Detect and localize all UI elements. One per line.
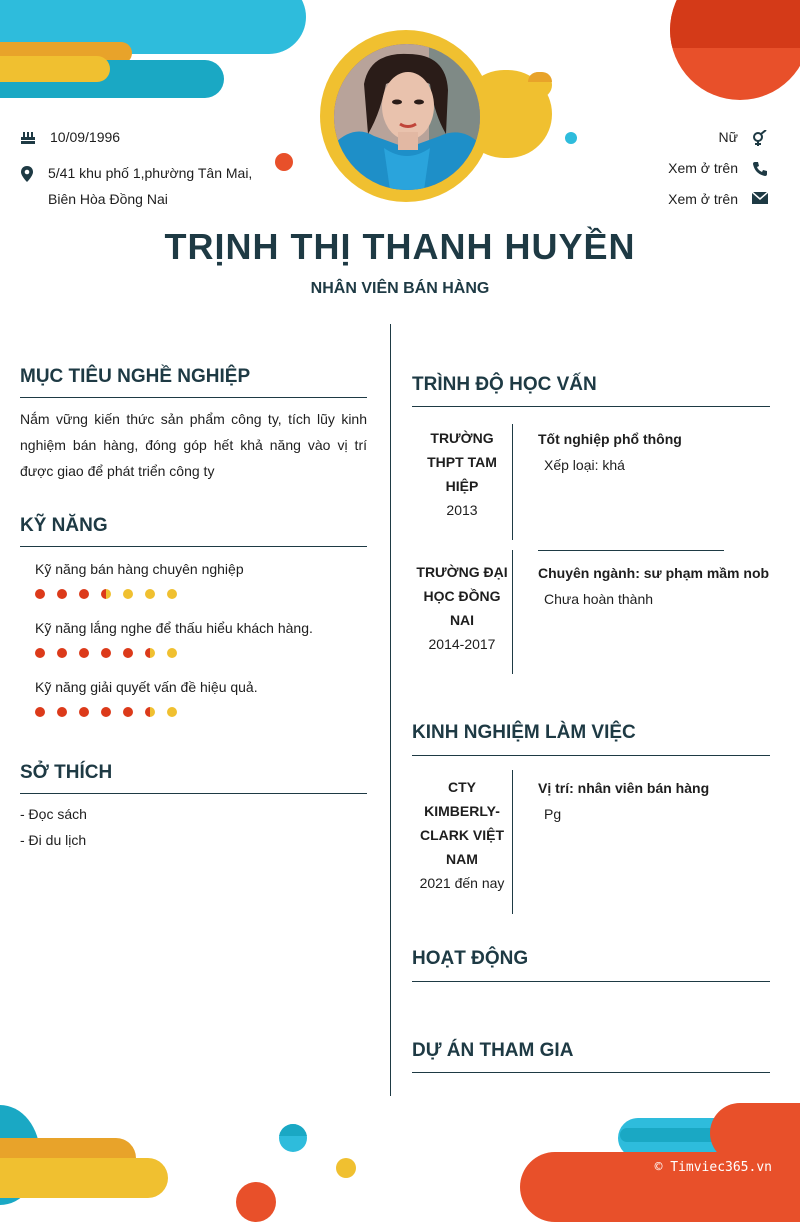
- rating-dot: [79, 707, 89, 717]
- objective-title: MỤC TIÊU NGHỀ NGHIỆP: [20, 366, 251, 387]
- skill-rating: [35, 589, 177, 599]
- column-divider: [390, 324, 391, 1096]
- address-row: [20, 160, 252, 212]
- company-line: CTY: [448, 779, 476, 795]
- rating-dot: [167, 648, 177, 658]
- rating-dot: [123, 589, 133, 599]
- rating-dot: [101, 707, 111, 717]
- activities-divider: [412, 981, 770, 982]
- education-period: 2014-2017: [428, 636, 496, 652]
- skill-rating: [35, 648, 177, 658]
- skill-name: Kỹ năng lắng nghe để thấu hiểu khách hàng.: [35, 620, 313, 636]
- candidate-name: TRỊNH THỊ THANH HUYỀN: [164, 226, 636, 267]
- education-detail: [538, 560, 769, 612]
- company-line: CLARK VIỆT: [420, 827, 504, 843]
- projects-title: DỰ ÁN THAM GIA: [412, 1040, 574, 1061]
- objective-text: Nắm vững kiến thức sản phẩm công ty, tích lũy kinh nghiệm bán hàng, đóng góp hết khả năng vào vị trí được giao để phát triển công ty: [20, 411, 367, 479]
- rating-dot: [145, 707, 155, 717]
- education-major: Chuyên ngành: sư phạm mầm nob: [538, 565, 770, 581]
- activities-title: HOẠT ĐỘNG: [412, 948, 529, 969]
- school-line: TRƯỜNG: [430, 430, 494, 446]
- personal-info-left: [20, 124, 252, 222]
- birthday-text: 10/09/1996: [50, 129, 121, 145]
- objective-divider: [20, 397, 367, 398]
- skill-name: Kỹ năng giải quyết vấn đề hiệu quả.: [35, 679, 258, 695]
- education-timeline: [512, 550, 513, 674]
- envelope-icon: [752, 192, 768, 204]
- location-pin-icon: [20, 166, 34, 182]
- address-line-1: 5/41 khu phố 1,phường Tân Mai,: [48, 165, 253, 181]
- education-separator: [538, 550, 724, 551]
- education-school: [412, 426, 512, 522]
- experience-desc: Pg: [544, 806, 562, 822]
- rating-dot: [123, 648, 133, 658]
- school-line: HỌC ĐỒNG: [423, 588, 501, 604]
- rating-dot: [79, 648, 89, 658]
- school-line: NAI: [449, 612, 475, 628]
- birthday-row: [20, 124, 252, 150]
- email-text: Xem ở trên: [668, 191, 738, 207]
- experience-detail: [538, 775, 709, 827]
- rating-dot: [145, 589, 155, 599]
- rating-dot: [57, 589, 67, 599]
- email-row: [668, 186, 768, 212]
- phone-row: [668, 155, 768, 181]
- experience-divider: [412, 755, 770, 756]
- rating-dot: [35, 707, 45, 717]
- education-timeline: [512, 424, 513, 540]
- skill-name: Kỹ năng bán hàng chuyên nghiệp: [35, 561, 244, 577]
- education-title: TRÌNH ĐỘ HỌC VẤN: [412, 374, 597, 395]
- rating-dot: [123, 707, 133, 717]
- experience-role: Vị trí: nhân viên bán hàng: [538, 780, 710, 796]
- education-grade: Xếp loại: khá: [544, 457, 625, 473]
- experience-timeline: [512, 770, 513, 914]
- phone-text: Xem ở trên: [668, 160, 738, 176]
- school-line: HIỆP: [445, 478, 479, 494]
- personal-info-right: [668, 124, 768, 217]
- rating-dot: [79, 589, 89, 599]
- rating-dot: [145, 648, 155, 658]
- rating-dot: [167, 707, 177, 717]
- education-status: Chưa hoàn thành: [544, 591, 654, 607]
- school-line: TRƯỜNG ĐẠI: [416, 564, 508, 580]
- rating-dot: [57, 648, 67, 658]
- experience-company: [412, 775, 512, 895]
- avatar: [334, 44, 480, 190]
- cake-icon: [20, 130, 36, 144]
- education-school: [412, 560, 512, 656]
- candidate-position: NHÂN VIÊN BÁN HÀNG: [310, 280, 490, 297]
- hobbies-title: SỞ THÍCH: [20, 762, 113, 783]
- rating-dot: [101, 648, 111, 658]
- gender-icon: [752, 130, 768, 146]
- company-line: NAM: [446, 851, 478, 867]
- experience-period: 2021 đến nay: [419, 875, 505, 891]
- address-line-2: Biên Hòa Đồng Nai: [48, 191, 168, 207]
- education-detail: [538, 426, 682, 478]
- skills-divider: [20, 546, 367, 547]
- footer-copyright: © Timviec365.vn: [654, 1160, 772, 1175]
- gender-text: Nữ: [718, 129, 738, 145]
- skills-title: KỸ NĂNG: [20, 515, 108, 536]
- school-line: THPT TAM: [427, 454, 497, 470]
- education-divider: [412, 406, 770, 407]
- gender-row: [668, 124, 768, 150]
- phone-icon: [752, 161, 768, 177]
- projects-divider: [412, 1072, 770, 1073]
- rating-dot: [57, 707, 67, 717]
- hobby-item: - Đi du lịch: [20, 832, 87, 848]
- rating-dot: [35, 648, 45, 658]
- skill-rating: [35, 707, 177, 717]
- rating-dot: [167, 589, 177, 599]
- education-degree: Tốt nghiệp phổ thông: [538, 431, 682, 447]
- rating-dot: [35, 589, 45, 599]
- rating-dot: [101, 589, 111, 599]
- education-period: 2013: [446, 502, 478, 518]
- company-line: KIMBERLY-: [424, 803, 500, 819]
- hobbies-divider: [20, 793, 367, 794]
- hobby-item: - Đọc sách: [20, 806, 87, 822]
- experience-title: KINH NGHIỆM LÀM VIỆC: [412, 722, 636, 743]
